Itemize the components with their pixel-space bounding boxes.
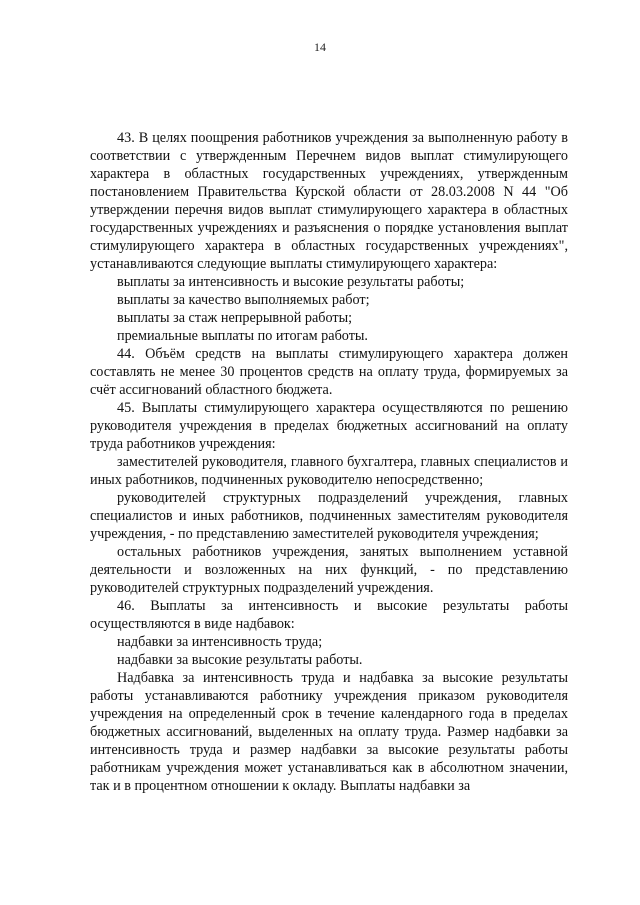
paragraph-p46-2: надбавки за высокие результаты работы. <box>117 652 363 668</box>
paragraph-p43-2: выплаты за качество выполняемых работ; <box>117 292 370 308</box>
paragraph-p46: 46. Выплаты за интенсивность и высокие результаты работы осуществляются в виде надбавок: <box>90 598 568 632</box>
paragraph-p46-3: Надбавка за интенсивность труда и надбавка за высокие результаты работы устанавливаются работнику учреждения приказом руководителя учреждения на определенный срок в течение календарного года в пределах бюджетных ассигнований, выделенных на оплату труда. Размер надбавки за интенсивность труда и размер надбавки за высокие результаты работы работникам учреждения может устанавливаться как в абсолютном значении, так и в процентном отношении к окладу. Выплаты надбавки за <box>90 670 568 794</box>
paragraph-p46-1: надбавки за интенсивность труда; <box>117 634 323 650</box>
paragraph-p44: 44. Объём средств на выплаты стимулирующего характера должен составлять не менее 30 процентов средств на оплату труда, формируемых за счёт ассигнований областного бюджета. <box>90 346 568 398</box>
paragraph-p43-1: выплаты за интенсивность и высокие результаты работы; <box>117 274 465 290</box>
paragraph-p45: 45. Выплаты стимулирующего характера осуществляются по решению руководителя учреждения в пределах бюджетных ассигнований на оплату труда работников учреждения: <box>90 400 568 452</box>
document-body <box>90 129 568 795</box>
page-number: 14 <box>314 40 326 54</box>
paragraph-p43: 43. В целях поощрения работников учреждения за выполненную работу в соответствии с утвержденным Перечнем видов выплат стимулирующего характера в областных государственных учреждениях, утвержденным постановлением Правительства Курской области от 28.03.2008 N 44 "Об утверждении перечня видов выплат стимулирующего характера в областных государственных учреждениях и разъяснения о порядке установления выплат стимулирующего характера в областных государственных учреждениях", устанавливаются следующие выплаты стимулирующего характера: <box>90 130 568 272</box>
paragraph-p45-3: остальных работников учреждения, занятых выполнением уставной деятельности и возложенных на них функций, - по представлению руководителей структурных подразделений учреждения. <box>90 544 568 596</box>
paragraph-p43-4: премиальные выплаты по итогам работы. <box>117 328 368 344</box>
paragraph-p43-3: выплаты за стаж непрерывной работы; <box>117 310 353 326</box>
paragraph-p45-2: руководителей структурных подразделений учреждения, главных специалистов и иных работников, подчиненных заместителям руководителя учреждения, - по представлению заместителей руководителя учреждения; <box>90 490 568 542</box>
paragraph-p45-1: заместителей руководителя, главного бухгалтера, главных специалистов и иных работников, подчиненных руководителю непосредственно; <box>90 454 568 488</box>
